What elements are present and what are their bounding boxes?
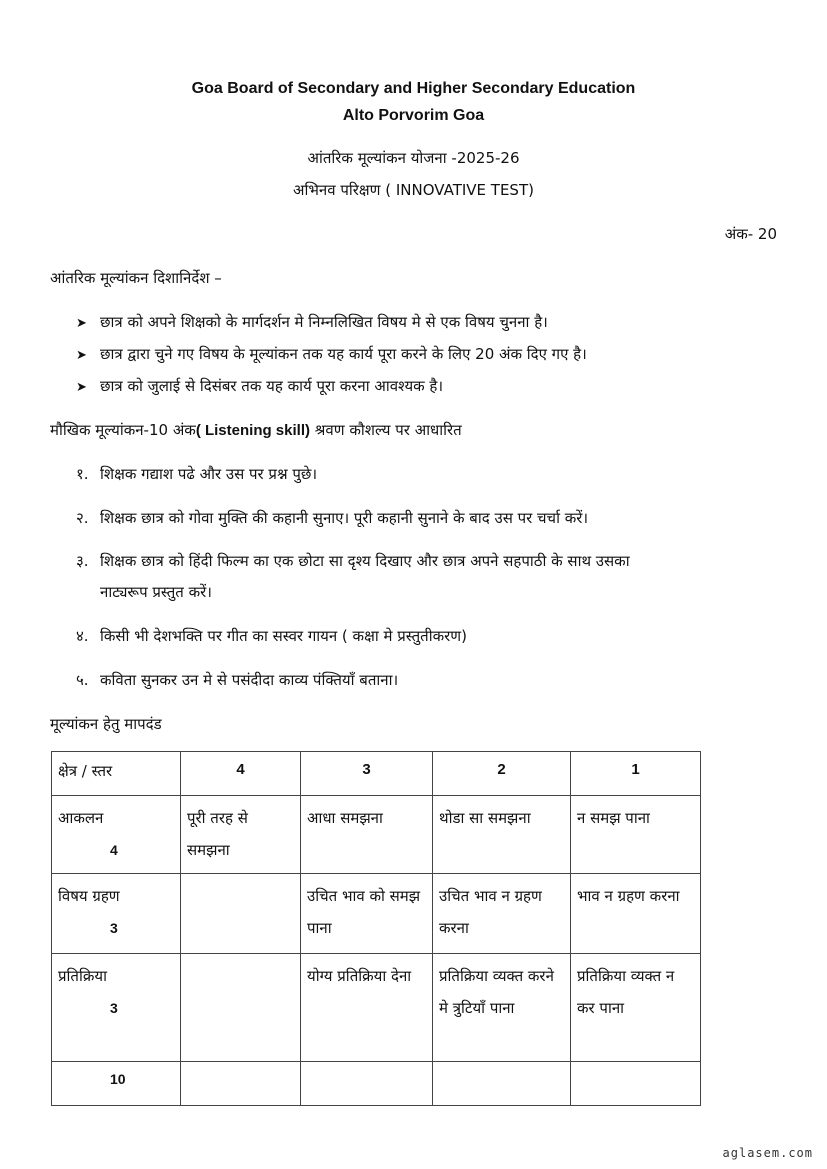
- table-cell: उचित भाव को समझ पाना: [301, 874, 433, 954]
- table-cell: [181, 954, 301, 1062]
- header-cell: 2: [433, 752, 571, 796]
- table-cell: प्रतिक्रिया व्यक्त न कर पाना: [571, 954, 701, 1062]
- header-cell: 3: [301, 752, 433, 796]
- table-cell: उचित भाव न ग्रहण करना: [433, 874, 571, 954]
- rubric-table: [51, 751, 701, 1106]
- area-cell: आकलन 4: [52, 796, 181, 874]
- oral-item-continuation: नाट्यरूप प्रस्तुत करें।: [100, 583, 212, 601]
- area-cell: विषय ग्रहण 3: [52, 874, 181, 954]
- table-cell: [571, 1062, 701, 1106]
- guidelines-title: आंतरिक मूल्यांकन दिशानिर्देश –: [50, 269, 222, 287]
- oral-assessment-title: मौखिक मूल्यांकन-10 अंक( Listening skill) श्रवण कौशल्य पर आधारित: [50, 421, 462, 439]
- guideline-item: ➤ छात्र द्वारा चुने गए विषय के मूल्यांकन तक यह कार्य पूरा करने के लिए 20 अंक दिए गए है।: [76, 345, 587, 363]
- oral-item: २. शिक्षक छात्र को गोवा मुक्ति की कहानी सुनाए। पूरी कहानी सुनाने के बाद उस पर चर्चा करें।: [76, 509, 589, 527]
- arrow-bullet-icon: ➤: [76, 380, 87, 395]
- header-cell: 1: [571, 752, 701, 796]
- total-row: [52, 1062, 701, 1106]
- table-row: [52, 954, 701, 1062]
- table-header-row: [52, 752, 701, 796]
- guideline-item: ➤ छात्र को अपने शिक्षको के मार्गदर्शन मे निम्नलिखित विषय मे से एक विषय चुनना है।: [76, 313, 548, 331]
- header-cell: क्षेत्र / स्तर: [52, 752, 181, 796]
- table-cell: प्रतिक्रिया व्यक्त करने मे त्रुटियाँ पाना: [433, 954, 571, 1062]
- oral-item: ३. शिक्षक छात्र को हिंदी फिल्म का एक छोटा सा दृश्य दिखाए और छात्र अपने सहपाठी के साथ उसका: [76, 552, 630, 570]
- board-location: Alto Porvorim Goa: [342, 107, 485, 124]
- board-title: Goa Board of Secondary and Higher Secondary Education: [191, 80, 636, 97]
- table-cell: आधा समझना: [301, 796, 433, 874]
- table-cell: न समझ पाना: [571, 796, 701, 874]
- area-cell: प्रतिक्रिया 3: [52, 954, 181, 1062]
- table-cell: भाव न ग्रहण करना: [571, 874, 701, 954]
- oral-item: १. शिक्षक गद्याश पढे और उस पर प्रश्न पुछे।: [76, 465, 318, 483]
- arrow-bullet-icon: ➤: [76, 348, 87, 363]
- table-cell: [181, 1062, 301, 1106]
- table-row: [52, 874, 701, 954]
- scheme-title: आंतरिक मूल्यांकन योजना -2025-26: [307, 149, 520, 167]
- table-cell: [301, 1062, 433, 1106]
- oral-item: ५. कविता सुनकर उन मे से पसंदीदा काव्य पंक्तियाँ बताना।: [76, 671, 399, 689]
- arrow-bullet-icon: ➤: [76, 316, 87, 331]
- table-cell: [181, 874, 301, 954]
- test-title: अभिनव परिक्षण ( INNOVATIVE TEST): [293, 181, 534, 199]
- total-marks: अंक- 20: [724, 225, 777, 243]
- table-cell: [433, 1062, 571, 1106]
- footer-watermark: aglasem.com: [722, 1146, 813, 1160]
- oral-item: ४. किसी भी देशभक्ति पर गीत का सस्वर गायन ( कक्षा मे प्रस्तुतीकरण): [76, 627, 467, 645]
- guideline-item: ➤ छात्र को जुलाई से दिसंबर तक यह कार्य पूरा करना आवश्यक है।: [76, 377, 444, 395]
- header-cell: 4: [181, 752, 301, 796]
- rubric-title: मूल्यांकन हेतु मापदंड: [50, 715, 162, 733]
- table-cell: योग्य प्रतिक्रिया देना: [301, 954, 433, 1062]
- table-row: [52, 796, 701, 874]
- table-cell: थोडा सा समझना: [433, 796, 571, 874]
- table-cell: पूरी तरह से समझना: [181, 796, 301, 874]
- total-cell: 10: [52, 1062, 181, 1106]
